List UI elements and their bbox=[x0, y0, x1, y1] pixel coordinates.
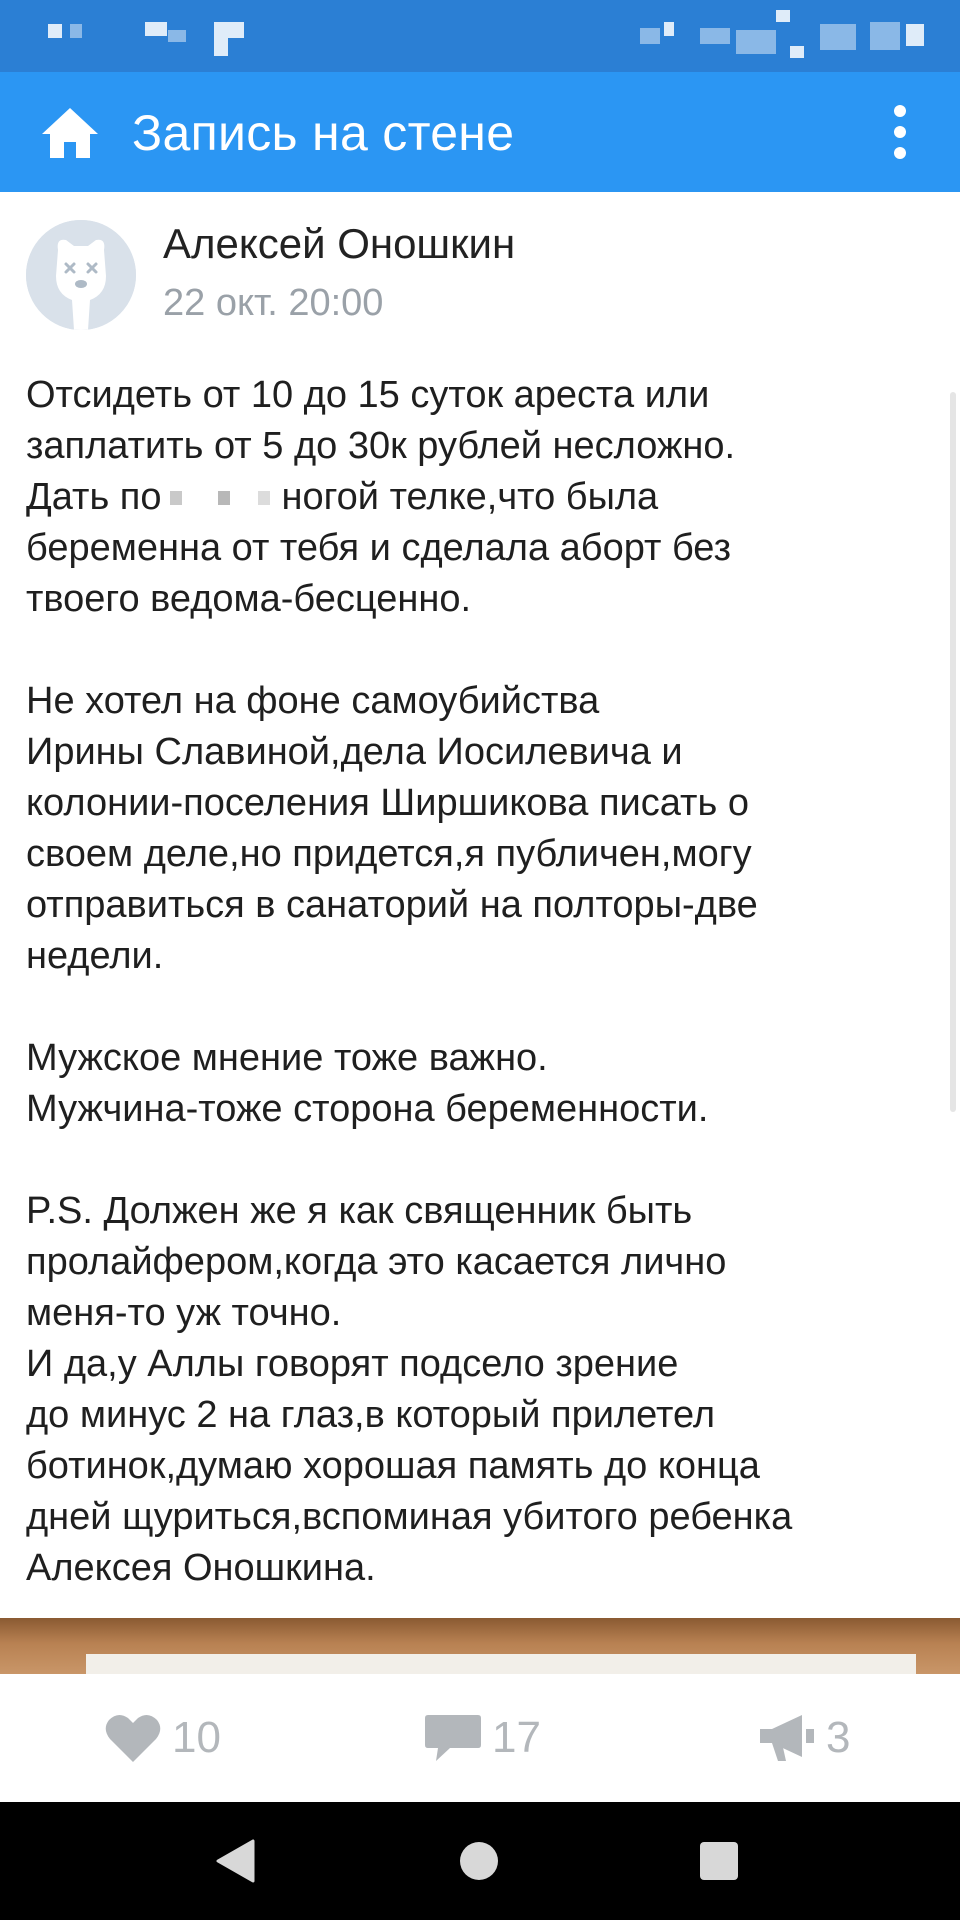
overflow-menu-button[interactable] bbox=[876, 98, 924, 166]
nav-home-button[interactable] bbox=[456, 1838, 502, 1884]
recents-square-icon bbox=[699, 1841, 739, 1881]
post-actions bbox=[0, 1674, 960, 1802]
menu-dot bbox=[894, 147, 906, 159]
repost-button[interactable] bbox=[758, 1708, 850, 1768]
comment-icon bbox=[424, 1713, 482, 1763]
home-circle-icon bbox=[458, 1840, 500, 1882]
post-text-part: ногой телке,что была беременна от тебя и сделала аборт без твоего ведома-бесценно. Не хотел на фоне самоубийства Ирины Славиной,дела Иосилевича и колонии-поселения Ширшикова писать о своем деле,но придется,я публичен,могу отправиться в санаторий на полторы-две недели. Мужское мнение тоже важно. Мужчина-тоже сторона беременности. P.S. Должен же я как священник быть пролайфером,когда это касается лично меня-то уж точно. И да,у Аллы говорят подсело зрение до минус 2 на глаз,в который прилетел ботинок,думаю хорошая память до конца дней щуриться,вспоминая убитого ребенка Алексея Оношкина. bbox=[26, 476, 793, 1589]
system-nav-bar bbox=[0, 1802, 960, 1920]
more-vertical-icon bbox=[894, 105, 906, 117]
scrollbar[interactable] bbox=[950, 392, 956, 1112]
home-icon bbox=[40, 104, 100, 160]
heart-icon bbox=[104, 1712, 162, 1764]
post-text bbox=[26, 370, 936, 1594]
menu-dot bbox=[894, 126, 906, 138]
wall-post bbox=[0, 192, 960, 1672]
comment-count: 17 bbox=[492, 1713, 541, 1762]
attached-photo[interactable] bbox=[0, 1618, 960, 1674]
post-author[interactable]: Алексей Оношкин bbox=[163, 220, 516, 267]
post-text-part: Отсидеть от 10 до 15 суток ареста или заплатить от 5 до 30к рублей несложно. Дать по bbox=[26, 374, 736, 518]
back-triangle-icon bbox=[215, 1839, 255, 1883]
nav-recents-button[interactable] bbox=[696, 1838, 742, 1884]
nav-back-button[interactable] bbox=[212, 1838, 258, 1884]
home-button[interactable] bbox=[38, 100, 102, 164]
avatar[interactable] bbox=[26, 220, 136, 330]
comment-button[interactable] bbox=[424, 1708, 541, 1768]
page-title: Запись на стене bbox=[132, 105, 515, 161]
post-date: 22 окт. 20:00 bbox=[163, 282, 384, 324]
like-button[interactable] bbox=[104, 1708, 221, 1768]
like-count: 10 bbox=[172, 1713, 221, 1762]
status-bar bbox=[0, 0, 960, 72]
repost-count: 3 bbox=[826, 1713, 851, 1762]
megaphone-icon bbox=[758, 1713, 816, 1763]
deactivated-dog-avatar-icon bbox=[26, 220, 136, 330]
redacted-word bbox=[162, 489, 282, 509]
photo-document bbox=[86, 1654, 916, 1674]
app-bar bbox=[0, 72, 960, 192]
